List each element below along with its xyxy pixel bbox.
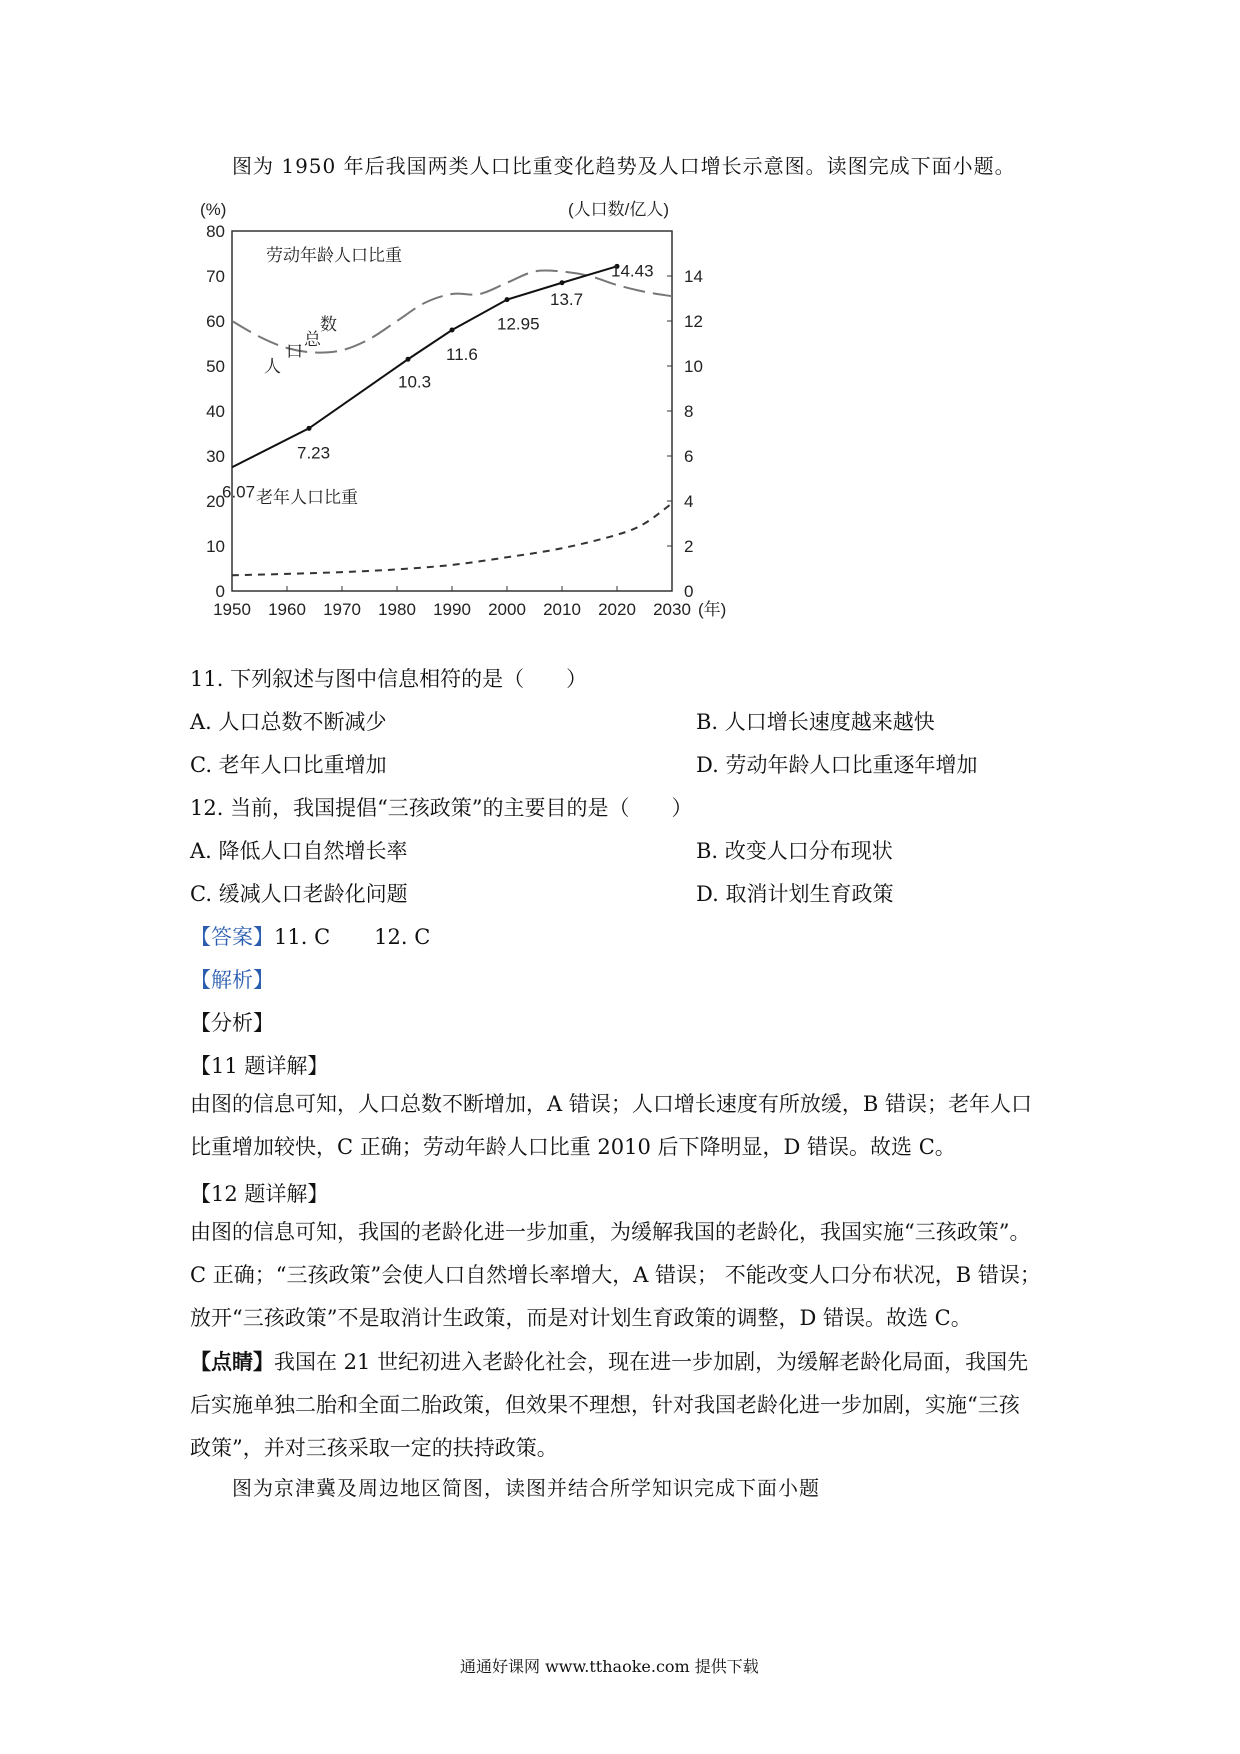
left-tick-label: 50 xyxy=(206,357,225,376)
series-line-elderly-share xyxy=(232,503,672,575)
question-12-option-c: C. 缓减人口老龄化问题 xyxy=(190,882,408,906)
plot-frame xyxy=(232,231,672,591)
data-point xyxy=(406,357,411,362)
tip-line: 【点睛】我国在 21 世纪初进入老龄化社会，现在进一步加剧，为缓解老龄化局面，我国先 xyxy=(190,1349,1029,1374)
data-label: 6.07 xyxy=(222,482,256,502)
answer-line xyxy=(190,921,430,951)
answer-11: 11. C xyxy=(274,925,331,949)
tip-block xyxy=(190,1340,1028,1470)
answer-12: 12. C xyxy=(374,925,431,949)
x-tick-label: 2010 xyxy=(543,600,581,619)
right-tick-label: 6 xyxy=(684,447,694,466)
data-point xyxy=(450,328,455,333)
question-12-option-a: A. 降低人口自然增长率 xyxy=(190,839,408,863)
tip-tag: 【点睛】 xyxy=(190,1349,274,1374)
question-12-stem: 12. 当前，我国提倡“三孩政策”的主要目的是（ ） xyxy=(190,796,693,820)
series-label-total-char: 人 xyxy=(264,357,281,376)
data-label: 13.7 xyxy=(550,289,584,309)
x-tick-label: 2030 xyxy=(653,600,691,619)
question-12-option-d: D. 取消计划生育政策 xyxy=(696,882,894,906)
right-tick-label: 2 xyxy=(684,537,694,556)
series-label-total-char: 口 xyxy=(286,342,303,361)
detail-12-line: 由图的信息可知，我国的老龄化进一步加重，为缓解我国的老龄化，我国实施“三孩政策”。 xyxy=(190,1220,1031,1244)
data-point xyxy=(307,426,312,431)
question-11-stem: 11. 下列叙述与图中信息相符的是（ ） xyxy=(190,667,588,691)
population-chart xyxy=(200,195,760,635)
detail-12-line: C 正确；“三孩政策”会使人口自然增长率增大，A 错误； 不能改变人口分布状况，B 错误； xyxy=(190,1263,1041,1287)
data-label: 14.43 xyxy=(611,261,654,281)
right-tick-label: 4 xyxy=(684,492,694,511)
right-tick-label: 0 xyxy=(684,582,694,601)
data-label: 12.95 xyxy=(497,314,540,334)
tip-line: 政策”，并对三孩采取一定的扶持政策。 xyxy=(190,1436,558,1460)
question-11-option-d: D. 劳动年龄人口比重逐年增加 xyxy=(696,753,978,777)
detail-12-tag: 【12 题详解】 xyxy=(190,1182,329,1206)
right-tick-label: 12 xyxy=(684,312,703,331)
data-label: 10.3 xyxy=(398,372,432,392)
question-11-option-a: A. 人口总数不断减少 xyxy=(190,710,387,734)
detail-12-line: 放开“三孩政策”不是取消计生政策，而是对计划生育政策的调整，D 错误。故选 C。 xyxy=(190,1306,972,1330)
x-tick-label: 2000 xyxy=(488,600,526,619)
left-tick-label: 60 xyxy=(206,312,225,331)
intro-text: 图为 1950 年后我国两类人口比重变化趋势及人口增长示意图。读图完成下面小题。 xyxy=(232,154,1016,178)
x-tick-label: 1970 xyxy=(323,600,361,619)
series-label-labor: 劳动年龄人口比重 xyxy=(266,246,402,265)
left-tick-label: 0 xyxy=(215,582,225,601)
question-11-option-c: C. 老年人口比重增加 xyxy=(190,753,387,777)
left-tick-label: 20 xyxy=(206,492,225,511)
data-label: 7.23 xyxy=(297,443,331,463)
x-tick-label: 2020 xyxy=(598,600,636,619)
detail-12-body xyxy=(190,1211,1041,1340)
series-label-total-char: 数 xyxy=(320,315,337,334)
intro-text-2: 图为京津冀及周边地区简图，读图并结合所学知识完成下面小题 xyxy=(232,1476,820,1500)
detail-11-line: 由图的信息可知，人口总数不断增加，A 错误；人口增长速度有所放缓，B 错误；老年人口 xyxy=(190,1092,1032,1116)
detail-11-body xyxy=(190,1083,1032,1169)
x-tick-label: 1980 xyxy=(378,600,416,619)
detail-11-tag: 【11 题详解】 xyxy=(190,1054,329,1078)
left-axis-unit: (%) xyxy=(200,200,227,219)
footer-text: 通通好课网 www.tthaoke.com 提供下载 xyxy=(460,1657,759,1676)
data-point xyxy=(560,280,565,285)
data-point xyxy=(505,297,510,302)
x-axis-unit: (年) xyxy=(698,600,727,619)
left-tick-label: 10 xyxy=(206,537,225,556)
right-tick-label: 10 xyxy=(684,357,703,376)
tip-line: 后实施单独二胎和全面二胎政策，但效果不理想，针对我国老龄化进一步加剧，实施“三孩 xyxy=(190,1393,1020,1417)
fenxi-tag: 【分析】 xyxy=(190,1011,274,1035)
analysis-tag: 【解析】 xyxy=(190,968,274,992)
right-tick-label: 8 xyxy=(684,402,694,421)
data-label: 11.6 xyxy=(446,345,478,364)
series-label-elderly: 老年人口比重 xyxy=(256,488,358,507)
left-tick-label: 30 xyxy=(206,447,225,466)
question-11-option-b: B. 人口增长速度越来越快 xyxy=(696,710,935,734)
x-tick-label: 1990 xyxy=(433,600,471,619)
x-tick-label: 1950 xyxy=(213,600,251,619)
question-12-option-b: B. 改变人口分布现状 xyxy=(696,839,893,863)
right-tick-label: 14 xyxy=(684,267,703,286)
left-tick-label: 40 xyxy=(206,402,225,421)
right-axis-unit: (人口数/亿人) xyxy=(568,200,670,219)
left-tick-label: 80 xyxy=(206,222,225,241)
left-tick-label: 70 xyxy=(206,267,225,286)
series-label-total-char: 总 xyxy=(304,330,321,349)
detail-11-line: 比重增加较快，C 正确；劳动年龄人口比重 2010 后下降明显，D 错误。故选 C。 xyxy=(190,1135,956,1159)
answer-tag: 【答案】 xyxy=(190,925,274,949)
series-line-labor-share xyxy=(232,270,672,352)
x-tick-label: 1960 xyxy=(268,600,306,619)
